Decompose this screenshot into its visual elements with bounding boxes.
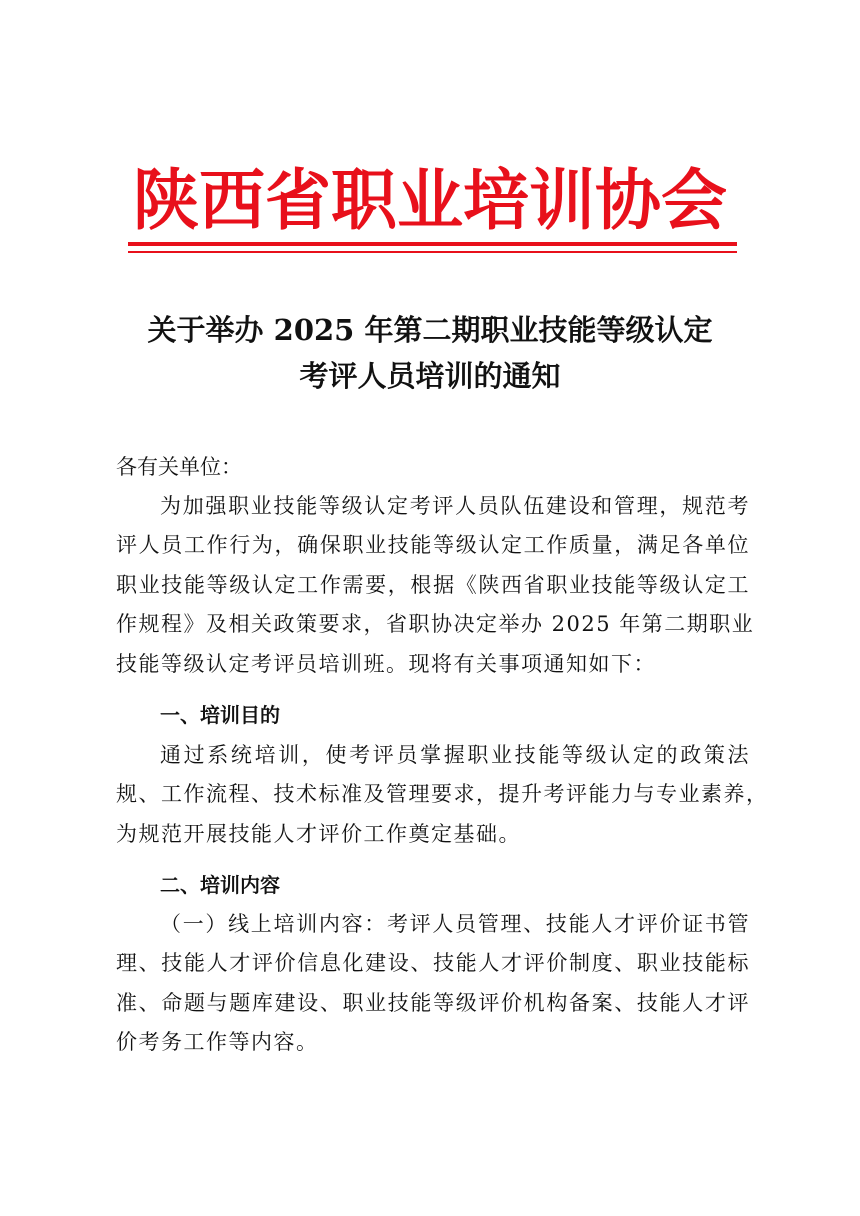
section-2-line: 价考务工作等内容。 [116,1030,319,1055]
intro-line: 作规程》及相关政策要求，省职协决定举办 2025 年第二期职业 [116,612,755,637]
org-name-header: 陕西省职业培训协会 [133,161,727,239]
section-2-line: 理、技能人才评价信息化建设、技能人才评价制度、职业技能标 [116,951,750,976]
red-divider-thick [128,242,737,246]
document-title-line-1: 关于举办 2025 年第二期职业技能等级认定 [147,313,713,347]
section-1-paragraph [116,736,769,854]
section-1-line: 为规范开展技能人才评价工作奠定基础。 [116,821,521,846]
section-1-line: 规、工作流程、技术标准及管理要求，提升考评能力与专业素养， [116,782,769,807]
section-2-line: 准、命题与题库建设、职业技能等级评价机构备案、技能人才评 [116,990,750,1015]
section-1-heading: 一、培训目的 [160,703,280,727]
section-2-line: （一）线上培训内容：考评人员管理、技能人才评价证书管 [160,912,750,936]
intro-paragraph [116,487,755,684]
document-title-line-2: 考评人员培训的通知 [299,359,561,393]
section-1-line: 通过系统培训，使考评员掌握职业技能等级认定的政策法 [160,743,750,767]
red-divider-thin [128,251,737,253]
intro-line: 为加强职业技能等级认定考评人员队伍建设和管理，规范考 [160,494,750,518]
intro-line: 职业技能等级认定工作需要，根据《陕西省职业技能等级认定工 [116,572,750,597]
intro-line: 技能等级认定考评员培训班。现将有关事项通知如下： [116,651,656,676]
section-2-paragraph [116,905,750,1063]
salutation: 各有关单位： [116,455,242,479]
section-2-heading: 二、培训内容 [160,873,280,897]
intro-line: 评人员工作行为，确保职业技能等级认定工作质量，满足各单位 [116,533,750,558]
